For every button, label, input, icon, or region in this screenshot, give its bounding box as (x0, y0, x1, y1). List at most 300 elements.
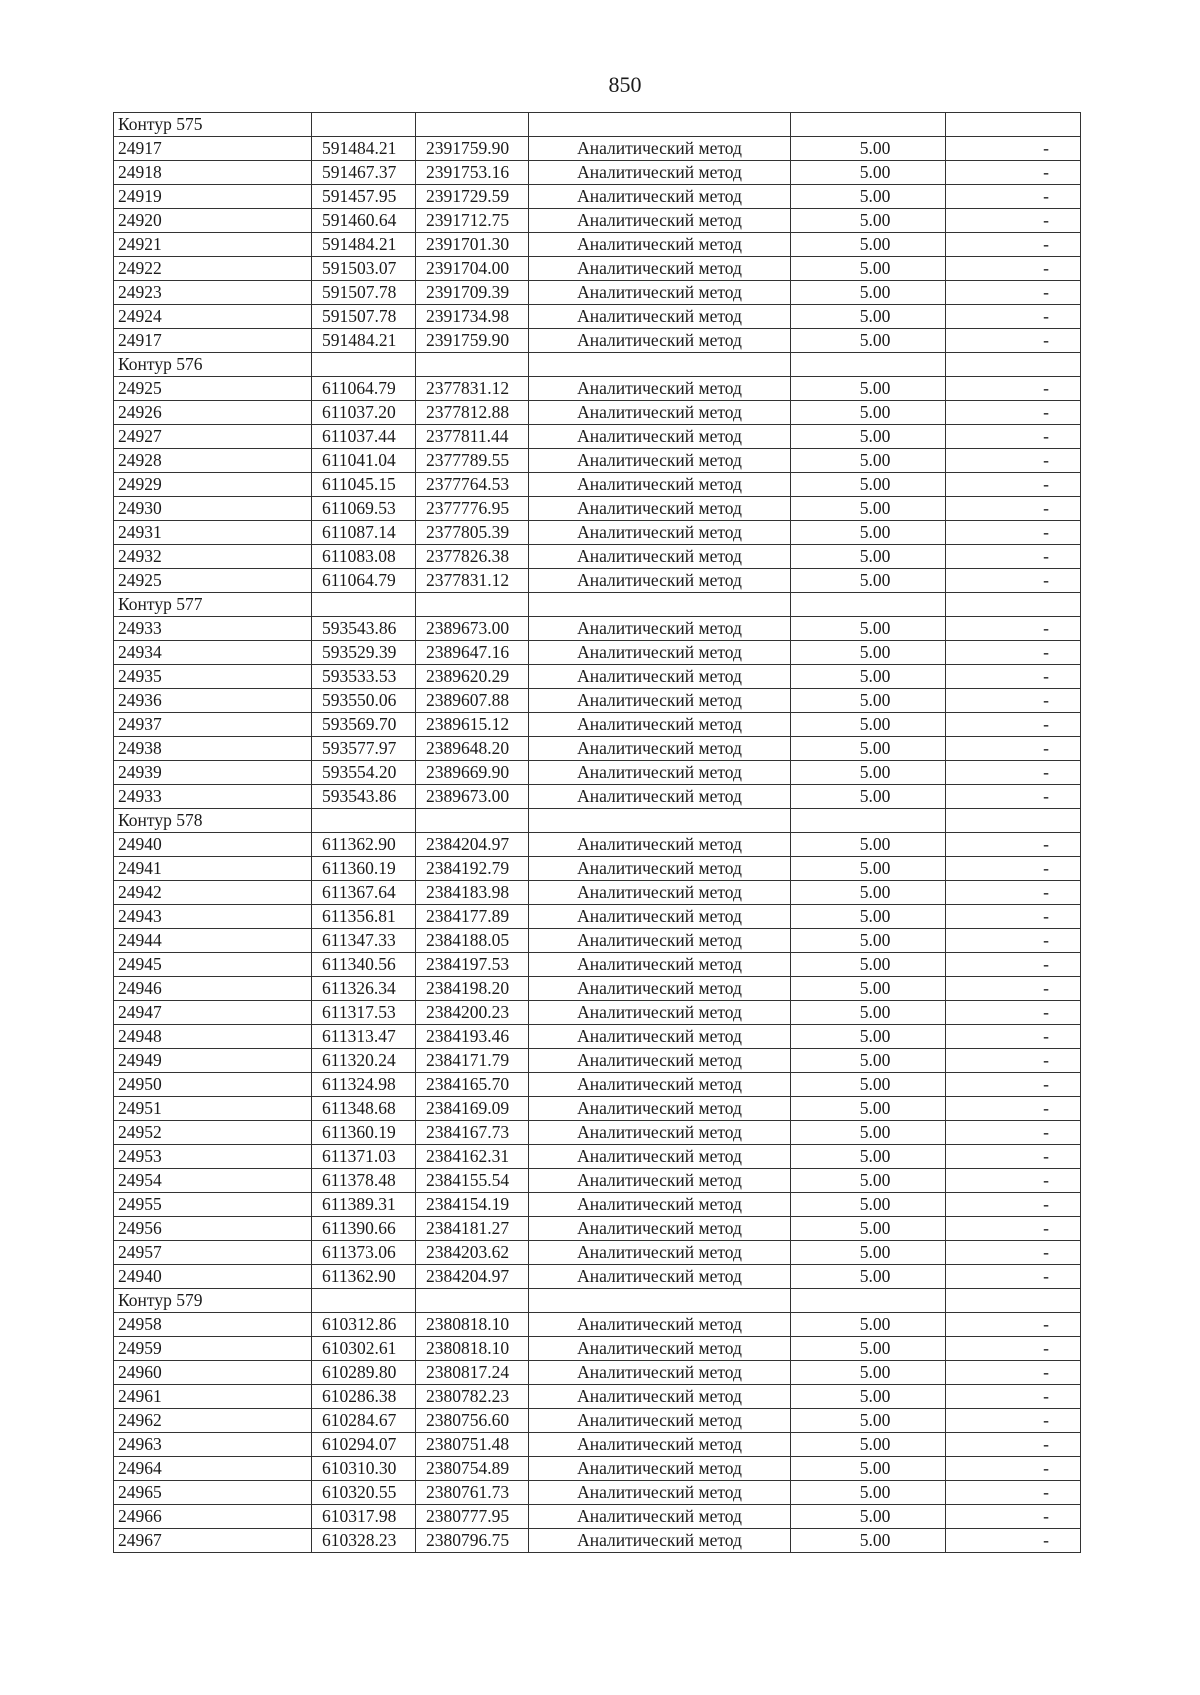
method-cell: Аналитический метод (529, 449, 791, 473)
table-row (114, 1241, 1081, 1265)
point-number-cell: 24920 (114, 209, 312, 233)
empty-cell (416, 113, 529, 137)
x-coordinate-cell: 610310.30 (312, 1457, 416, 1481)
x-coordinate-cell: 610328.23 (312, 1529, 416, 1553)
method-cell: Аналитический метод (529, 953, 791, 977)
note-cell: - (946, 1385, 1081, 1409)
method-cell: Аналитический метод (529, 281, 791, 305)
accuracy-cell: 5.00 (791, 185, 946, 209)
method-cell: Аналитический метод (529, 425, 791, 449)
method-cell: Аналитический метод (529, 1337, 791, 1361)
accuracy-cell: 5.00 (791, 1145, 946, 1169)
table-row (114, 1313, 1081, 1337)
section-title: Контур 579 (114, 1289, 312, 1313)
x-coordinate-cell: 591484.21 (312, 329, 416, 353)
table-row (114, 1193, 1081, 1217)
x-coordinate-cell: 611087.14 (312, 521, 416, 545)
x-coordinate-cell: 593577.97 (312, 737, 416, 761)
x-coordinate-cell: 611367.64 (312, 881, 416, 905)
x-coordinate-cell: 591467.37 (312, 161, 416, 185)
method-cell: Аналитический метод (529, 617, 791, 641)
note-cell: - (946, 785, 1081, 809)
note-cell: - (946, 1049, 1081, 1073)
table-row (114, 281, 1081, 305)
y-coordinate-cell: 2380756.60 (416, 1409, 529, 1433)
note-cell: - (946, 1001, 1081, 1025)
accuracy-cell: 5.00 (791, 881, 946, 905)
point-number-cell: 24965 (114, 1481, 312, 1505)
y-coordinate-cell: 2377831.12 (416, 569, 529, 593)
table-row (114, 737, 1081, 761)
accuracy-cell: 5.00 (791, 641, 946, 665)
note-cell: - (946, 1121, 1081, 1145)
x-coordinate-cell: 610286.38 (312, 1385, 416, 1409)
note-cell: - (946, 137, 1081, 161)
note-cell: - (946, 689, 1081, 713)
method-cell: Аналитический метод (529, 521, 791, 545)
table-row (114, 1529, 1081, 1553)
y-coordinate-cell: 2377812.88 (416, 401, 529, 425)
accuracy-cell: 5.00 (791, 401, 946, 425)
x-coordinate-cell: 593550.06 (312, 689, 416, 713)
point-number-cell: 24917 (114, 329, 312, 353)
table-row (114, 977, 1081, 1001)
method-cell: Аналитический метод (529, 497, 791, 521)
accuracy-cell: 5.00 (791, 833, 946, 857)
table-row (114, 905, 1081, 929)
y-coordinate-cell: 2389607.88 (416, 689, 529, 713)
empty-cell (946, 113, 1081, 137)
y-coordinate-cell: 2391759.90 (416, 329, 529, 353)
note-cell: - (946, 761, 1081, 785)
table-row (114, 1073, 1081, 1097)
x-coordinate-cell: 610320.55 (312, 1481, 416, 1505)
point-number-cell: 24960 (114, 1361, 312, 1385)
y-coordinate-cell: 2384171.79 (416, 1049, 529, 1073)
table-row (114, 497, 1081, 521)
y-coordinate-cell: 2380818.10 (416, 1337, 529, 1361)
note-cell: - (946, 1265, 1081, 1289)
point-number-cell: 24929 (114, 473, 312, 497)
point-number-cell: 24949 (114, 1049, 312, 1073)
point-number-cell: 24946 (114, 977, 312, 1001)
method-cell: Аналитический метод (529, 1265, 791, 1289)
method-cell: Аналитический метод (529, 1457, 791, 1481)
note-cell: - (946, 209, 1081, 233)
table-row (114, 1169, 1081, 1193)
note-cell: - (946, 713, 1081, 737)
point-number-cell: 24940 (114, 833, 312, 857)
point-number-cell: 24933 (114, 785, 312, 809)
point-number-cell: 24956 (114, 1217, 312, 1241)
x-coordinate-cell: 593533.53 (312, 665, 416, 689)
x-coordinate-cell: 611041.04 (312, 449, 416, 473)
point-number-cell: 24944 (114, 929, 312, 953)
accuracy-cell: 5.00 (791, 545, 946, 569)
table-row (114, 1385, 1081, 1409)
note-cell: - (946, 1193, 1081, 1217)
table-row (114, 425, 1081, 449)
accuracy-cell: 5.00 (791, 713, 946, 737)
note-cell: - (946, 665, 1081, 689)
method-cell: Аналитический метод (529, 1145, 791, 1169)
accuracy-cell: 5.00 (791, 281, 946, 305)
note-cell: - (946, 329, 1081, 353)
method-cell: Аналитический метод (529, 833, 791, 857)
accuracy-cell: 5.00 (791, 329, 946, 353)
method-cell: Аналитический метод (529, 713, 791, 737)
accuracy-cell: 5.00 (791, 1193, 946, 1217)
empty-cell (791, 353, 946, 377)
y-coordinate-cell: 2384167.73 (416, 1121, 529, 1145)
accuracy-cell: 5.00 (791, 161, 946, 185)
method-cell: Аналитический метод (529, 881, 791, 905)
accuracy-cell: 5.00 (791, 1505, 946, 1529)
table-row (114, 1409, 1081, 1433)
table-row (114, 1145, 1081, 1169)
method-cell: Аналитический метод (529, 569, 791, 593)
empty-cell (416, 353, 529, 377)
point-number-cell: 24934 (114, 641, 312, 665)
note-cell: - (946, 185, 1081, 209)
point-number-cell: 24918 (114, 161, 312, 185)
note-cell: - (946, 1505, 1081, 1529)
note-cell: - (946, 1097, 1081, 1121)
table-row (114, 185, 1081, 209)
method-cell: Аналитический метод (529, 305, 791, 329)
accuracy-cell: 5.00 (791, 569, 946, 593)
section-title: Контур 578 (114, 809, 312, 833)
method-cell: Аналитический метод (529, 401, 791, 425)
point-number-cell: 24927 (114, 425, 312, 449)
x-coordinate-cell: 611083.08 (312, 545, 416, 569)
note-cell: - (946, 617, 1081, 641)
accuracy-cell: 5.00 (791, 1001, 946, 1025)
y-coordinate-cell: 2377764.53 (416, 473, 529, 497)
accuracy-cell: 5.00 (791, 1385, 946, 1409)
method-cell: Аналитический метод (529, 1481, 791, 1505)
coordinates-table (113, 112, 1081, 1553)
method-cell: Аналитический метод (529, 1361, 791, 1385)
point-number-cell: 24947 (114, 1001, 312, 1025)
point-number-cell: 24924 (114, 305, 312, 329)
coordinates-table-body (114, 113, 1081, 1553)
table-row (114, 1481, 1081, 1505)
method-cell: Аналитический метод (529, 1169, 791, 1193)
note-cell: - (946, 881, 1081, 905)
note-cell: - (946, 377, 1081, 401)
note-cell: - (946, 281, 1081, 305)
x-coordinate-cell: 611360.19 (312, 1121, 416, 1145)
note-cell: - (946, 929, 1081, 953)
section-header-row (114, 113, 1081, 137)
x-coordinate-cell: 611362.90 (312, 833, 416, 857)
point-number-cell: 24958 (114, 1313, 312, 1337)
note-cell: - (946, 641, 1081, 665)
y-coordinate-cell: 2384204.97 (416, 1265, 529, 1289)
table-row (114, 785, 1081, 809)
table-row (114, 329, 1081, 353)
table-row (114, 569, 1081, 593)
empty-cell (312, 593, 416, 617)
method-cell: Аналитический метод (529, 185, 791, 209)
table-row (114, 233, 1081, 257)
accuracy-cell: 5.00 (791, 521, 946, 545)
note-cell: - (946, 1361, 1081, 1385)
point-number-cell: 24923 (114, 281, 312, 305)
y-coordinate-cell: 2384155.54 (416, 1169, 529, 1193)
y-coordinate-cell: 2380796.75 (416, 1529, 529, 1553)
table-row (114, 377, 1081, 401)
x-coordinate-cell: 611347.33 (312, 929, 416, 953)
note-cell: - (946, 473, 1081, 497)
table-row (114, 1337, 1081, 1361)
y-coordinate-cell: 2391753.16 (416, 161, 529, 185)
y-coordinate-cell: 2389669.90 (416, 761, 529, 785)
x-coordinate-cell: 591484.21 (312, 233, 416, 257)
empty-cell (312, 353, 416, 377)
y-coordinate-cell: 2389647.16 (416, 641, 529, 665)
y-coordinate-cell: 2389673.00 (416, 617, 529, 641)
accuracy-cell: 5.00 (791, 209, 946, 233)
x-coordinate-cell: 593543.86 (312, 785, 416, 809)
accuracy-cell: 5.00 (791, 1241, 946, 1265)
x-coordinate-cell: 591503.07 (312, 257, 416, 281)
point-number-cell: 24954 (114, 1169, 312, 1193)
point-number-cell: 24964 (114, 1457, 312, 1481)
y-coordinate-cell: 2384197.53 (416, 953, 529, 977)
y-coordinate-cell: 2384200.23 (416, 1001, 529, 1025)
table-row (114, 929, 1081, 953)
table-row (114, 881, 1081, 905)
note-cell: - (946, 737, 1081, 761)
note-cell: - (946, 1457, 1081, 1481)
y-coordinate-cell: 2384162.31 (416, 1145, 529, 1169)
empty-cell (416, 593, 529, 617)
y-coordinate-cell: 2380782.23 (416, 1385, 529, 1409)
point-number-cell: 24942 (114, 881, 312, 905)
point-number-cell: 24925 (114, 377, 312, 401)
table-row (114, 473, 1081, 497)
table-row (114, 1433, 1081, 1457)
y-coordinate-cell: 2391701.30 (416, 233, 529, 257)
accuracy-cell: 5.00 (791, 665, 946, 689)
method-cell: Аналитический метод (529, 737, 791, 761)
accuracy-cell: 5.00 (791, 233, 946, 257)
y-coordinate-cell: 2391704.00 (416, 257, 529, 281)
point-number-cell: 24933 (114, 617, 312, 641)
table-row (114, 665, 1081, 689)
empty-cell (312, 809, 416, 833)
accuracy-cell: 5.00 (791, 1049, 946, 1073)
accuracy-cell: 5.00 (791, 257, 946, 281)
x-coordinate-cell: 611356.81 (312, 905, 416, 929)
x-coordinate-cell: 611320.24 (312, 1049, 416, 1073)
table-row (114, 1505, 1081, 1529)
table-row (114, 1049, 1081, 1073)
method-cell: Аналитический метод (529, 1529, 791, 1553)
y-coordinate-cell: 2384198.20 (416, 977, 529, 1001)
accuracy-cell: 5.00 (791, 137, 946, 161)
empty-cell (416, 809, 529, 833)
y-coordinate-cell: 2389648.20 (416, 737, 529, 761)
note-cell: - (946, 401, 1081, 425)
point-number-cell: 24951 (114, 1097, 312, 1121)
point-number-cell: 24953 (114, 1145, 312, 1169)
x-coordinate-cell: 611069.53 (312, 497, 416, 521)
empty-cell (946, 593, 1081, 617)
note-cell: - (946, 1433, 1081, 1457)
accuracy-cell: 5.00 (791, 905, 946, 929)
table-row (114, 137, 1081, 161)
y-coordinate-cell: 2391709.39 (416, 281, 529, 305)
y-coordinate-cell: 2391729.59 (416, 185, 529, 209)
point-number-cell: 24959 (114, 1337, 312, 1361)
x-coordinate-cell: 610289.80 (312, 1361, 416, 1385)
y-coordinate-cell: 2389620.29 (416, 665, 529, 689)
method-cell: Аналитический метод (529, 641, 791, 665)
x-coordinate-cell: 611378.48 (312, 1169, 416, 1193)
section-title: Контур 576 (114, 353, 312, 377)
y-coordinate-cell: 2391759.90 (416, 137, 529, 161)
point-number-cell: 24940 (114, 1265, 312, 1289)
note-cell: - (946, 1313, 1081, 1337)
note-cell: - (946, 1025, 1081, 1049)
empty-cell (529, 593, 791, 617)
accuracy-cell: 5.00 (791, 785, 946, 809)
method-cell: Аналитический метод (529, 329, 791, 353)
accuracy-cell: 5.00 (791, 1121, 946, 1145)
table-row (114, 1121, 1081, 1145)
point-number-cell: 24961 (114, 1385, 312, 1409)
note-cell: - (946, 257, 1081, 281)
point-number-cell: 24966 (114, 1505, 312, 1529)
table-row (114, 1025, 1081, 1049)
method-cell: Аналитический метод (529, 233, 791, 257)
point-number-cell: 24932 (114, 545, 312, 569)
method-cell: Аналитический метод (529, 905, 791, 929)
x-coordinate-cell: 593543.86 (312, 617, 416, 641)
note-cell: - (946, 905, 1081, 929)
point-number-cell: 24952 (114, 1121, 312, 1145)
section-title: Контур 575 (114, 113, 312, 137)
method-cell: Аналитический метод (529, 1121, 791, 1145)
point-number-cell: 24931 (114, 521, 312, 545)
method-cell: Аналитический метод (529, 1049, 791, 1073)
point-number-cell: 24921 (114, 233, 312, 257)
table-row (114, 1217, 1081, 1241)
point-number-cell: 24936 (114, 689, 312, 713)
table-row (114, 449, 1081, 473)
x-coordinate-cell: 611371.03 (312, 1145, 416, 1169)
accuracy-cell: 5.00 (791, 977, 946, 1001)
note-cell: - (946, 1529, 1081, 1553)
empty-cell (312, 113, 416, 137)
y-coordinate-cell: 2391712.75 (416, 209, 529, 233)
y-coordinate-cell: 2380817.24 (416, 1361, 529, 1385)
method-cell: Аналитический метод (529, 665, 791, 689)
note-cell: - (946, 545, 1081, 569)
method-cell: Аналитический метод (529, 1193, 791, 1217)
point-number-cell: 24937 (114, 713, 312, 737)
y-coordinate-cell: 2377805.39 (416, 521, 529, 545)
table-row (114, 1361, 1081, 1385)
x-coordinate-cell: 611390.66 (312, 1217, 416, 1241)
note-cell: - (946, 1241, 1081, 1265)
x-coordinate-cell: 610312.86 (312, 1313, 416, 1337)
accuracy-cell: 5.00 (791, 1433, 946, 1457)
point-number-cell: 24922 (114, 257, 312, 281)
x-coordinate-cell: 593554.20 (312, 761, 416, 785)
point-number-cell: 24928 (114, 449, 312, 473)
note-cell: - (946, 953, 1081, 977)
x-coordinate-cell: 611324.98 (312, 1073, 416, 1097)
empty-cell (791, 113, 946, 137)
accuracy-cell: 5.00 (791, 1313, 946, 1337)
x-coordinate-cell: 591457.95 (312, 185, 416, 209)
note-cell: - (946, 857, 1081, 881)
table-row (114, 1097, 1081, 1121)
x-coordinate-cell: 611045.15 (312, 473, 416, 497)
accuracy-cell: 5.00 (791, 1073, 946, 1097)
point-number-cell: 24962 (114, 1409, 312, 1433)
table-row (114, 617, 1081, 641)
y-coordinate-cell: 2380761.73 (416, 1481, 529, 1505)
method-cell: Аналитический метод (529, 689, 791, 713)
x-coordinate-cell: 610284.67 (312, 1409, 416, 1433)
table-row (114, 953, 1081, 977)
point-number-cell: 24963 (114, 1433, 312, 1457)
y-coordinate-cell: 2384188.05 (416, 929, 529, 953)
method-cell: Аналитический метод (529, 1433, 791, 1457)
x-coordinate-cell: 611064.79 (312, 377, 416, 401)
method-cell: Аналитический метод (529, 161, 791, 185)
note-cell: - (946, 1145, 1081, 1169)
empty-cell (791, 809, 946, 833)
table-row (114, 713, 1081, 737)
empty-cell (946, 809, 1081, 833)
method-cell: Аналитический метод (529, 1409, 791, 1433)
table-row (114, 641, 1081, 665)
method-cell: Аналитический метод (529, 929, 791, 953)
accuracy-cell: 5.00 (791, 1361, 946, 1385)
x-coordinate-cell: 591507.78 (312, 305, 416, 329)
method-cell: Аналитический метод (529, 857, 791, 881)
page-number: 850 (608, 72, 642, 97)
table-row (114, 857, 1081, 881)
accuracy-cell: 5.00 (791, 377, 946, 401)
method-cell: Аналитический метод (529, 209, 791, 233)
note-cell: - (946, 161, 1081, 185)
section-header-row (114, 353, 1081, 377)
note-cell: - (946, 521, 1081, 545)
point-number-cell: 24939 (114, 761, 312, 785)
empty-cell (529, 353, 791, 377)
section-title: Контур 577 (114, 593, 312, 617)
accuracy-cell: 5.00 (791, 497, 946, 521)
point-number-cell: 24925 (114, 569, 312, 593)
y-coordinate-cell: 2377831.12 (416, 377, 529, 401)
x-coordinate-cell: 610302.61 (312, 1337, 416, 1361)
y-coordinate-cell: 2389673.00 (416, 785, 529, 809)
accuracy-cell: 5.00 (791, 857, 946, 881)
point-number-cell: 24919 (114, 185, 312, 209)
coordinates-table-wrapper (113, 112, 1081, 1553)
y-coordinate-cell: 2384183.98 (416, 881, 529, 905)
x-coordinate-cell: 591507.78 (312, 281, 416, 305)
y-coordinate-cell: 2384203.62 (416, 1241, 529, 1265)
x-coordinate-cell: 610317.98 (312, 1505, 416, 1529)
